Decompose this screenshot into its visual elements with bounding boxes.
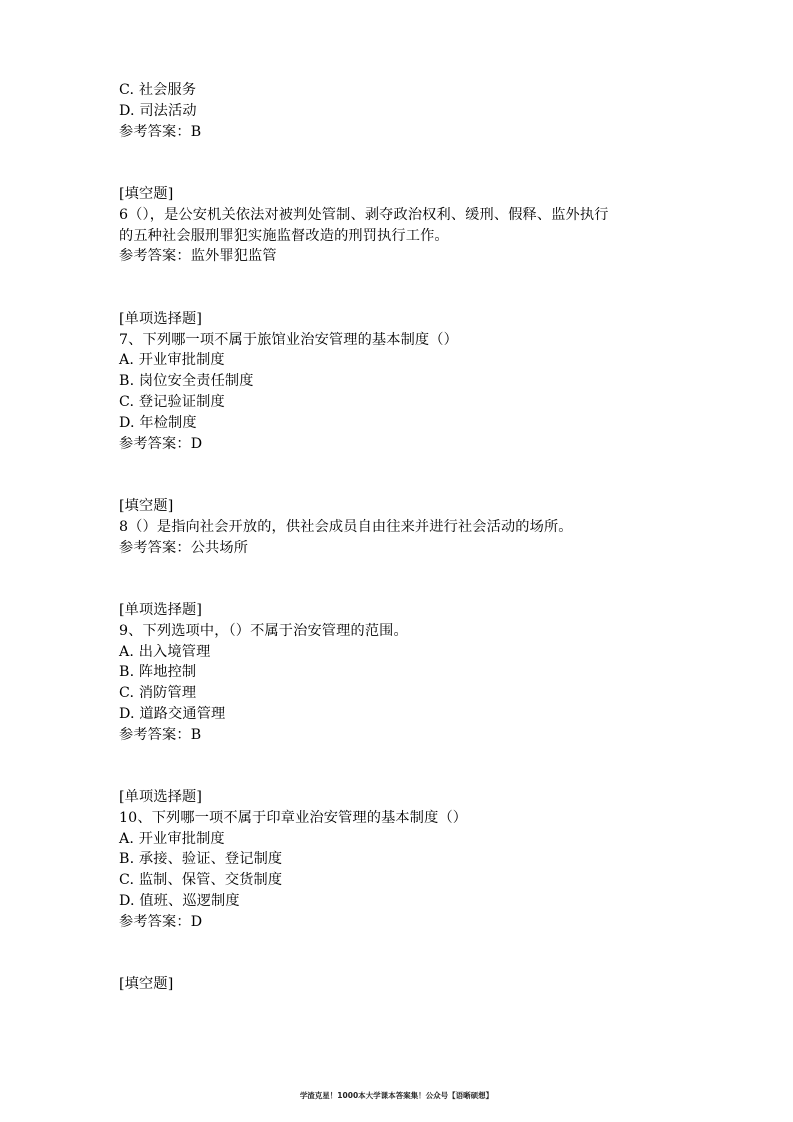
- spacer: [119, 454, 719, 496]
- option-c: C. 监制、保管、交货制度: [119, 872, 283, 889]
- question-block-7: [119, 309, 719, 455]
- question-stem-line-2: 的五种社会服刑罪犯实施监督改造的刑罚执行工作。: [119, 227, 449, 244]
- question-stem-line-1: 6（），是公安机关依法对被判处管制、剥夺政治权利、缓刑、假释、监外执行: [119, 206, 609, 223]
- spacer: [119, 746, 719, 788]
- option-d: D. 年检制度: [119, 414, 197, 431]
- spacer: [119, 933, 719, 975]
- option-b: B. 承接、验证、登记制度: [119, 851, 283, 868]
- spacer: [119, 142, 719, 184]
- question-type: [填空题]: [119, 497, 174, 514]
- answer-line: 参考答案：D: [119, 913, 203, 930]
- option-c: C. 社会服务: [119, 82, 197, 98]
- option-c: C. 登记验证制度: [119, 393, 225, 410]
- option-d: D. 司法活动: [119, 102, 197, 119]
- answer-line: 参考答案：监外罪犯监管: [119, 248, 277, 265]
- document-body: [119, 80, 719, 995]
- question-type: [填空题]: [119, 185, 174, 202]
- question-block-partial: [119, 80, 719, 142]
- question-stem: 8（）是指向社会开放的，供社会成员自由往来并进行社会活动的场所。: [119, 518, 573, 535]
- spacer: [119, 558, 719, 600]
- question-block-6: [119, 184, 719, 267]
- question-type: [单项选择题]: [119, 310, 203, 327]
- question-stem: 10、下列哪一项不属于印章业治安管理的基本制度（）: [119, 809, 468, 826]
- answer-line: 参考答案：公共场所: [119, 539, 249, 556]
- question-block-9: [119, 600, 719, 746]
- question-block-10: [119, 787, 719, 933]
- option-d: D. 道路交通管理: [119, 705, 226, 722]
- page-footer: 学渣克星！1000本大学课本答案集！公众号【语晰硕想】: [299, 1091, 494, 1100]
- option-a: A. 开业审批制度: [119, 830, 225, 847]
- option-a: A. 出入境管理: [119, 643, 211, 660]
- question-stem: 7、下列哪一项不属于旅馆业治安管理的基本制度（）: [119, 331, 458, 348]
- question-type: [单项选择题]: [119, 789, 203, 806]
- option-b: B. 岗位安全责任制度: [119, 373, 254, 390]
- answer-line: 参考答案：B: [119, 726, 202, 743]
- option-d: D. 值班、巡逻制度: [119, 893, 240, 910]
- question-type: [填空题]: [119, 976, 174, 993]
- option-b: B. 阵地控制: [119, 664, 197, 681]
- question-type: [单项选择题]: [119, 601, 203, 618]
- answer-line: 参考答案：D: [119, 435, 203, 452]
- option-a: A. 开业审批制度: [119, 352, 225, 369]
- option-c: C. 消防管理: [119, 685, 197, 702]
- question-block-11: [119, 974, 719, 995]
- question-stem: 9、下列选项中，（）不属于治安管理的范围。: [119, 622, 408, 639]
- answer-line: 参考答案：B: [119, 123, 202, 140]
- spacer: [119, 267, 719, 309]
- question-block-8: [119, 496, 719, 558]
